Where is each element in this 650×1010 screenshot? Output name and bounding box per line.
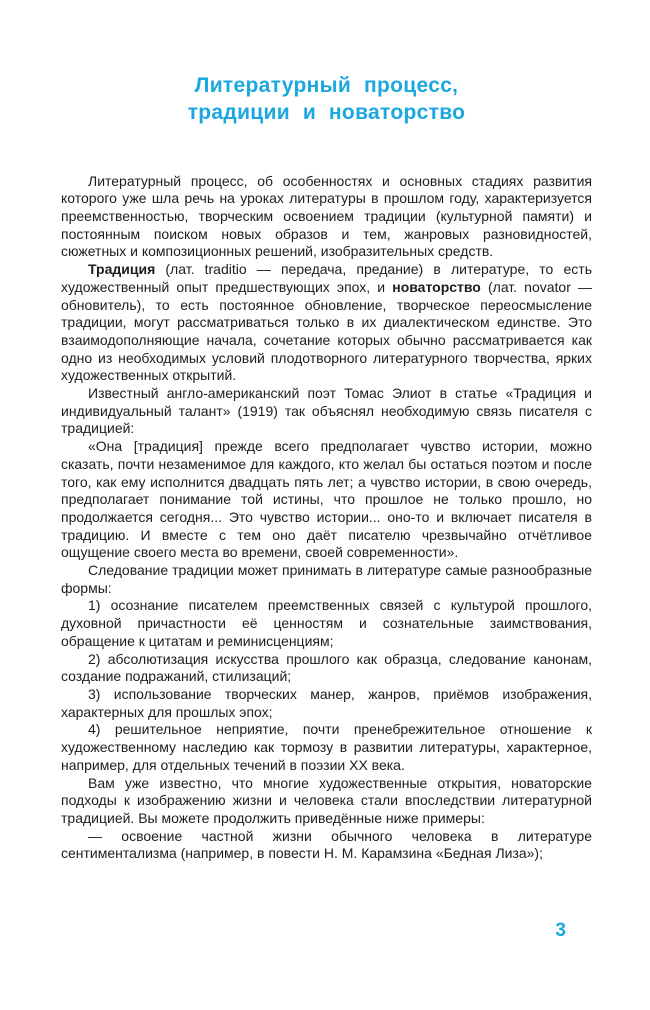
text-segment: Известный англо-американский поэт Томас Элиот в статье «Традиция и индивидуальный талант» (1919) так объяснял необходимую связь писателя с традицией: — [61, 385, 592, 437]
paragraph — [61, 721, 592, 774]
text-segment: (лат. traditio — передача, предание) в литературе, то есть художественный опыт предшествующих эпох, и — [61, 261, 592, 295]
paragraph — [61, 651, 592, 686]
paragraph — [61, 775, 592, 828]
page-number: 3 — [555, 920, 566, 941]
paragraph — [61, 385, 592, 438]
term-bold: Традиция — [88, 261, 156, 278]
chapter-title — [61, 72, 592, 127]
text-segment: 1) осознание писателем преемственных связей с культурой прошлого, духовной причастности её ценностям и сознательные заимствования, обращение к цитатам и реминисценциям; — [61, 597, 592, 649]
paragraph — [61, 261, 592, 385]
text-segment: — освоение частной жизни обычного человека в литературе сентиментализма (например, в повести Н. М. Карамзина «Бедная Лиза»); — [61, 827, 592, 862]
text-body — [61, 173, 592, 863]
chapter-title-line2: традиции и новаторство — [187, 101, 466, 125]
text-segment: Литературный процесс, об особенностях и основных стадиях развития которого уже шла речь на уроках литературы в прошлом году, характеризуется преемственностью, творческим освоением традиции (культурной памяти) и постоянным поиском новых образов и тем, жанровых разновидностей, сюжетных и композиционных решений, изобразительных средств. — [61, 172, 592, 260]
text-segment: «Она [традиция] прежде всего предполагает чувство истории, можно сказать, почти незаменимое для каждого, кто желал бы остаться поэтом и после того, как ему исполнится двадцать пять лет; а чувство истории, в свою очередь, предполагает понимание той истины, что прошлое не только прошло, но продолжается сегодня... Это чувство истории... оно-то и включает писателя в традицию. И вместе с тем оно даёт писателю чрезвычайно отчётливое ощущение своего места во времени, своей современности». — [61, 438, 592, 561]
paragraph — [61, 438, 592, 562]
text-segment: 2) абсолютизация искусства прошлого как образца, следование канонам, создание подражаний, стилизаций; — [61, 650, 592, 685]
text-segment: 3) использование творческих манер, жанров, приёмов изображения, характерных для прошлых эпох; — [61, 685, 592, 720]
paragraph — [61, 686, 592, 721]
text-segment: (лат. novator — обновитель), то есть постоянное обновление, творческое переосмысление традиции, могут рассматриваться только в их диалектическом единстве. Это взаимодополняющие начала, сочетание которых обычно рассматривается как одно из необходимых условий плодотворного литературного творчества, ярких художественных открытий. — [61, 278, 592, 384]
chapter-title-line1: Литературный процесс, — [194, 74, 459, 97]
paragraph — [61, 597, 592, 650]
paragraph — [61, 173, 592, 262]
text-segment: Следование традиции может принимать в литературе самые разнообразные формы: — [61, 562, 592, 596]
text-segment: 4) решительное неприятие, почти пренебрежительное отношение к художественному наследию как тормозу в развитии литературы, характерное, например, для отдельных течений в поэзии XX века. — [61, 721, 592, 773]
text-segment: Вам уже известно, что многие художественные открытия, новаторские подходы к изображению жизни и человека стали впоследствии литературной традицией. Вы можете продолжить приведённые ниже примеры: — [61, 774, 592, 826]
paragraph — [61, 828, 592, 863]
term-bold: новаторство — [392, 278, 481, 295]
paragraph — [61, 562, 592, 597]
